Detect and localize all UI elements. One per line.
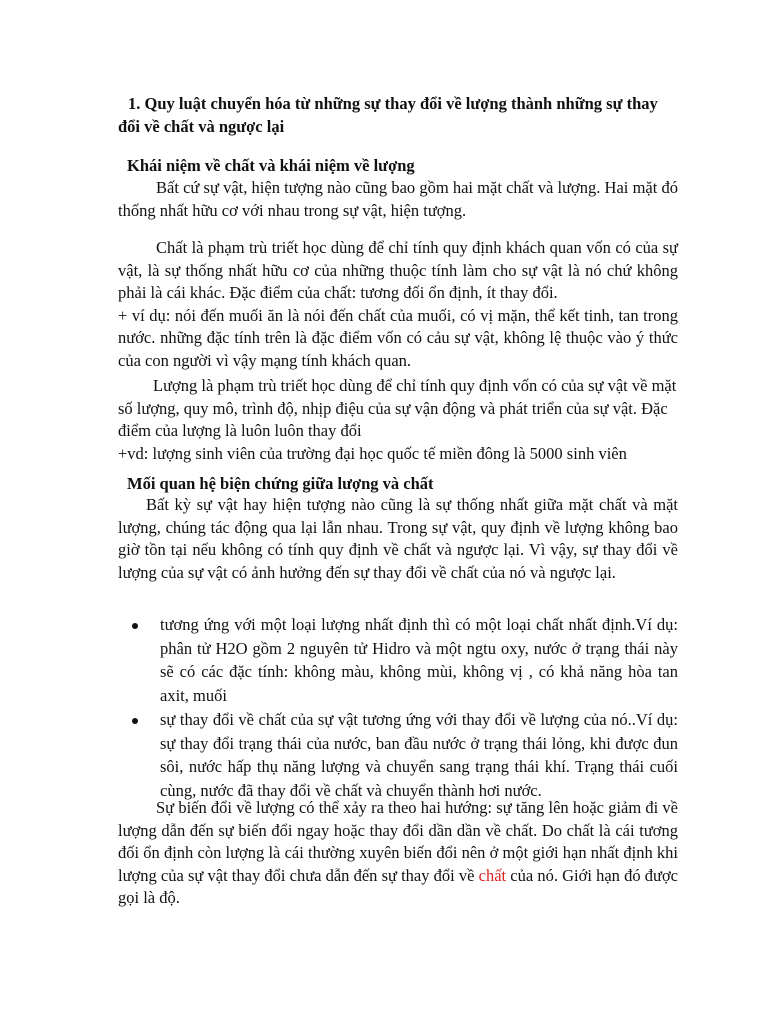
list-item-text: sự thay đổi về chất của sự vật tương ứng với thay đổi về lượng của nó..Ví dụ: sự thay đổi trạng thái của nước, ban đầu nước ở trạng thái lỏng, khi được đun sôi, nước hấp thụ năng lượng và chuyển sang trạng thái khí. Trạng thái cuối cùng, nước đã thay đổi về chất và chuyển thành hơi nước. <box>160 710 678 800</box>
bullet-icon <box>132 623 138 629</box>
luong-definition-text: Lượng là phạm trù triết học dùng để chỉ tính quy định vốn có của sự vật về mặt số lượng, quy mô, trình độ, nhịp điệu của sự vận động và phát triển của sự vật. Đặc điểm của lượng là luôn luôn thay đổi <box>118 376 677 440</box>
bullet-icon <box>132 718 138 724</box>
chat-definition-text: Chất là phạm trù triết học dùng để chỉ tính quy định khách quan vốn có của sự vật, là sự thống nhất hữu cơ của những thuộc tính làm cho sự vật là nó chứ không phải là cái khác. Đặc điểm của chất: tương đối ổn định, ít thay đổi. <box>118 238 678 302</box>
paragraph-intro: Bất cứ sự vật, hiện tượng nào cũng bao gồm hai mặt chất và lượng. Hai mặt đó thống nhất hữu cơ với nhau trong sự vật, hiện tượng. <box>118 178 678 220</box>
title-text: 1. Quy luật chuyển hóa từ những sự thay đổi về lượng thành những sự thay đổi về chất và ngược lại <box>118 94 658 136</box>
section-heading-relationship: Mối quan hệ biện chứng giữa lượng và chất <box>127 474 434 493</box>
paragraph-chat-definition <box>118 237 678 372</box>
list-item <box>130 613 678 707</box>
paragraph-relationship: Bất kỳ sự vật hay hiện tượng nào cũng là sự thống nhất giữa mặt chất và mặt lượng, chúng tác động qua lại lẫn nhau. Trong sự vật, quy định về lượng không bao giờ tồn tại nếu không có tính quy định về chất và ngược lại. Vì vậy, sự thay đổi về lượng của sự vật có ảnh hưởng đến sự thay đổi về chất của nó và ngược lại. <box>118 495 678 582</box>
section-heading-concepts: Khái niệm về chất và khái niệm về lượng <box>127 156 415 175</box>
document-title <box>118 93 678 138</box>
highlighted-word: chất <box>478 865 507 885</box>
paragraph-luong-definition <box>118 375 678 465</box>
luong-example-text: +vd: lượng sinh viên của trường đại học quốc tế miền đông là 5000 sinh viên <box>118 443 627 463</box>
paragraph-conclusion <box>118 797 678 910</box>
bullet-list <box>130 613 678 802</box>
chat-example-text: + ví dụ: nói đến muối ăn là nói đến chất của muối, có vị mặn, thể kết tinh, tan trong nước. những đặc tính trên là đặc điểm vốn có cảu sự vật, không lệ thuộc vào ý thức của con người vì vậy mạng tính khách quan. <box>118 305 678 370</box>
conclusion-text-after: của nó. Giới hạn đó được gọi là độ. <box>118 865 678 907</box>
list-item <box>130 708 678 802</box>
conclusion-text-before: Sự biến đổi về lượng có thể xảy ra theo hai hướng: sự tăng lên hoặc giảm đi về lượng dẫn đến sự biến đổi ngay hoặc thay đổi dần dần về chất. Do chất là cái tương đối ổn định còn lượng là cái thường xuyên biến đổi nên ở một giới hạn nhất định khi lượng của sự vật thay đổi chưa dẫn đến sự thay đổi về <box>118 798 678 885</box>
list-item-text: tương ứng với một loại lượng nhất định thì có một loại chất nhất định.Ví dụ: phân tử H2O gồm 2 nguyên tử Hidro và một ngtu oxy, nước ở trạng thái này sẽ có các đặc tính: không màu, không mùi, không vị , có khả năng hòa tan axit, muối <box>160 615 678 705</box>
